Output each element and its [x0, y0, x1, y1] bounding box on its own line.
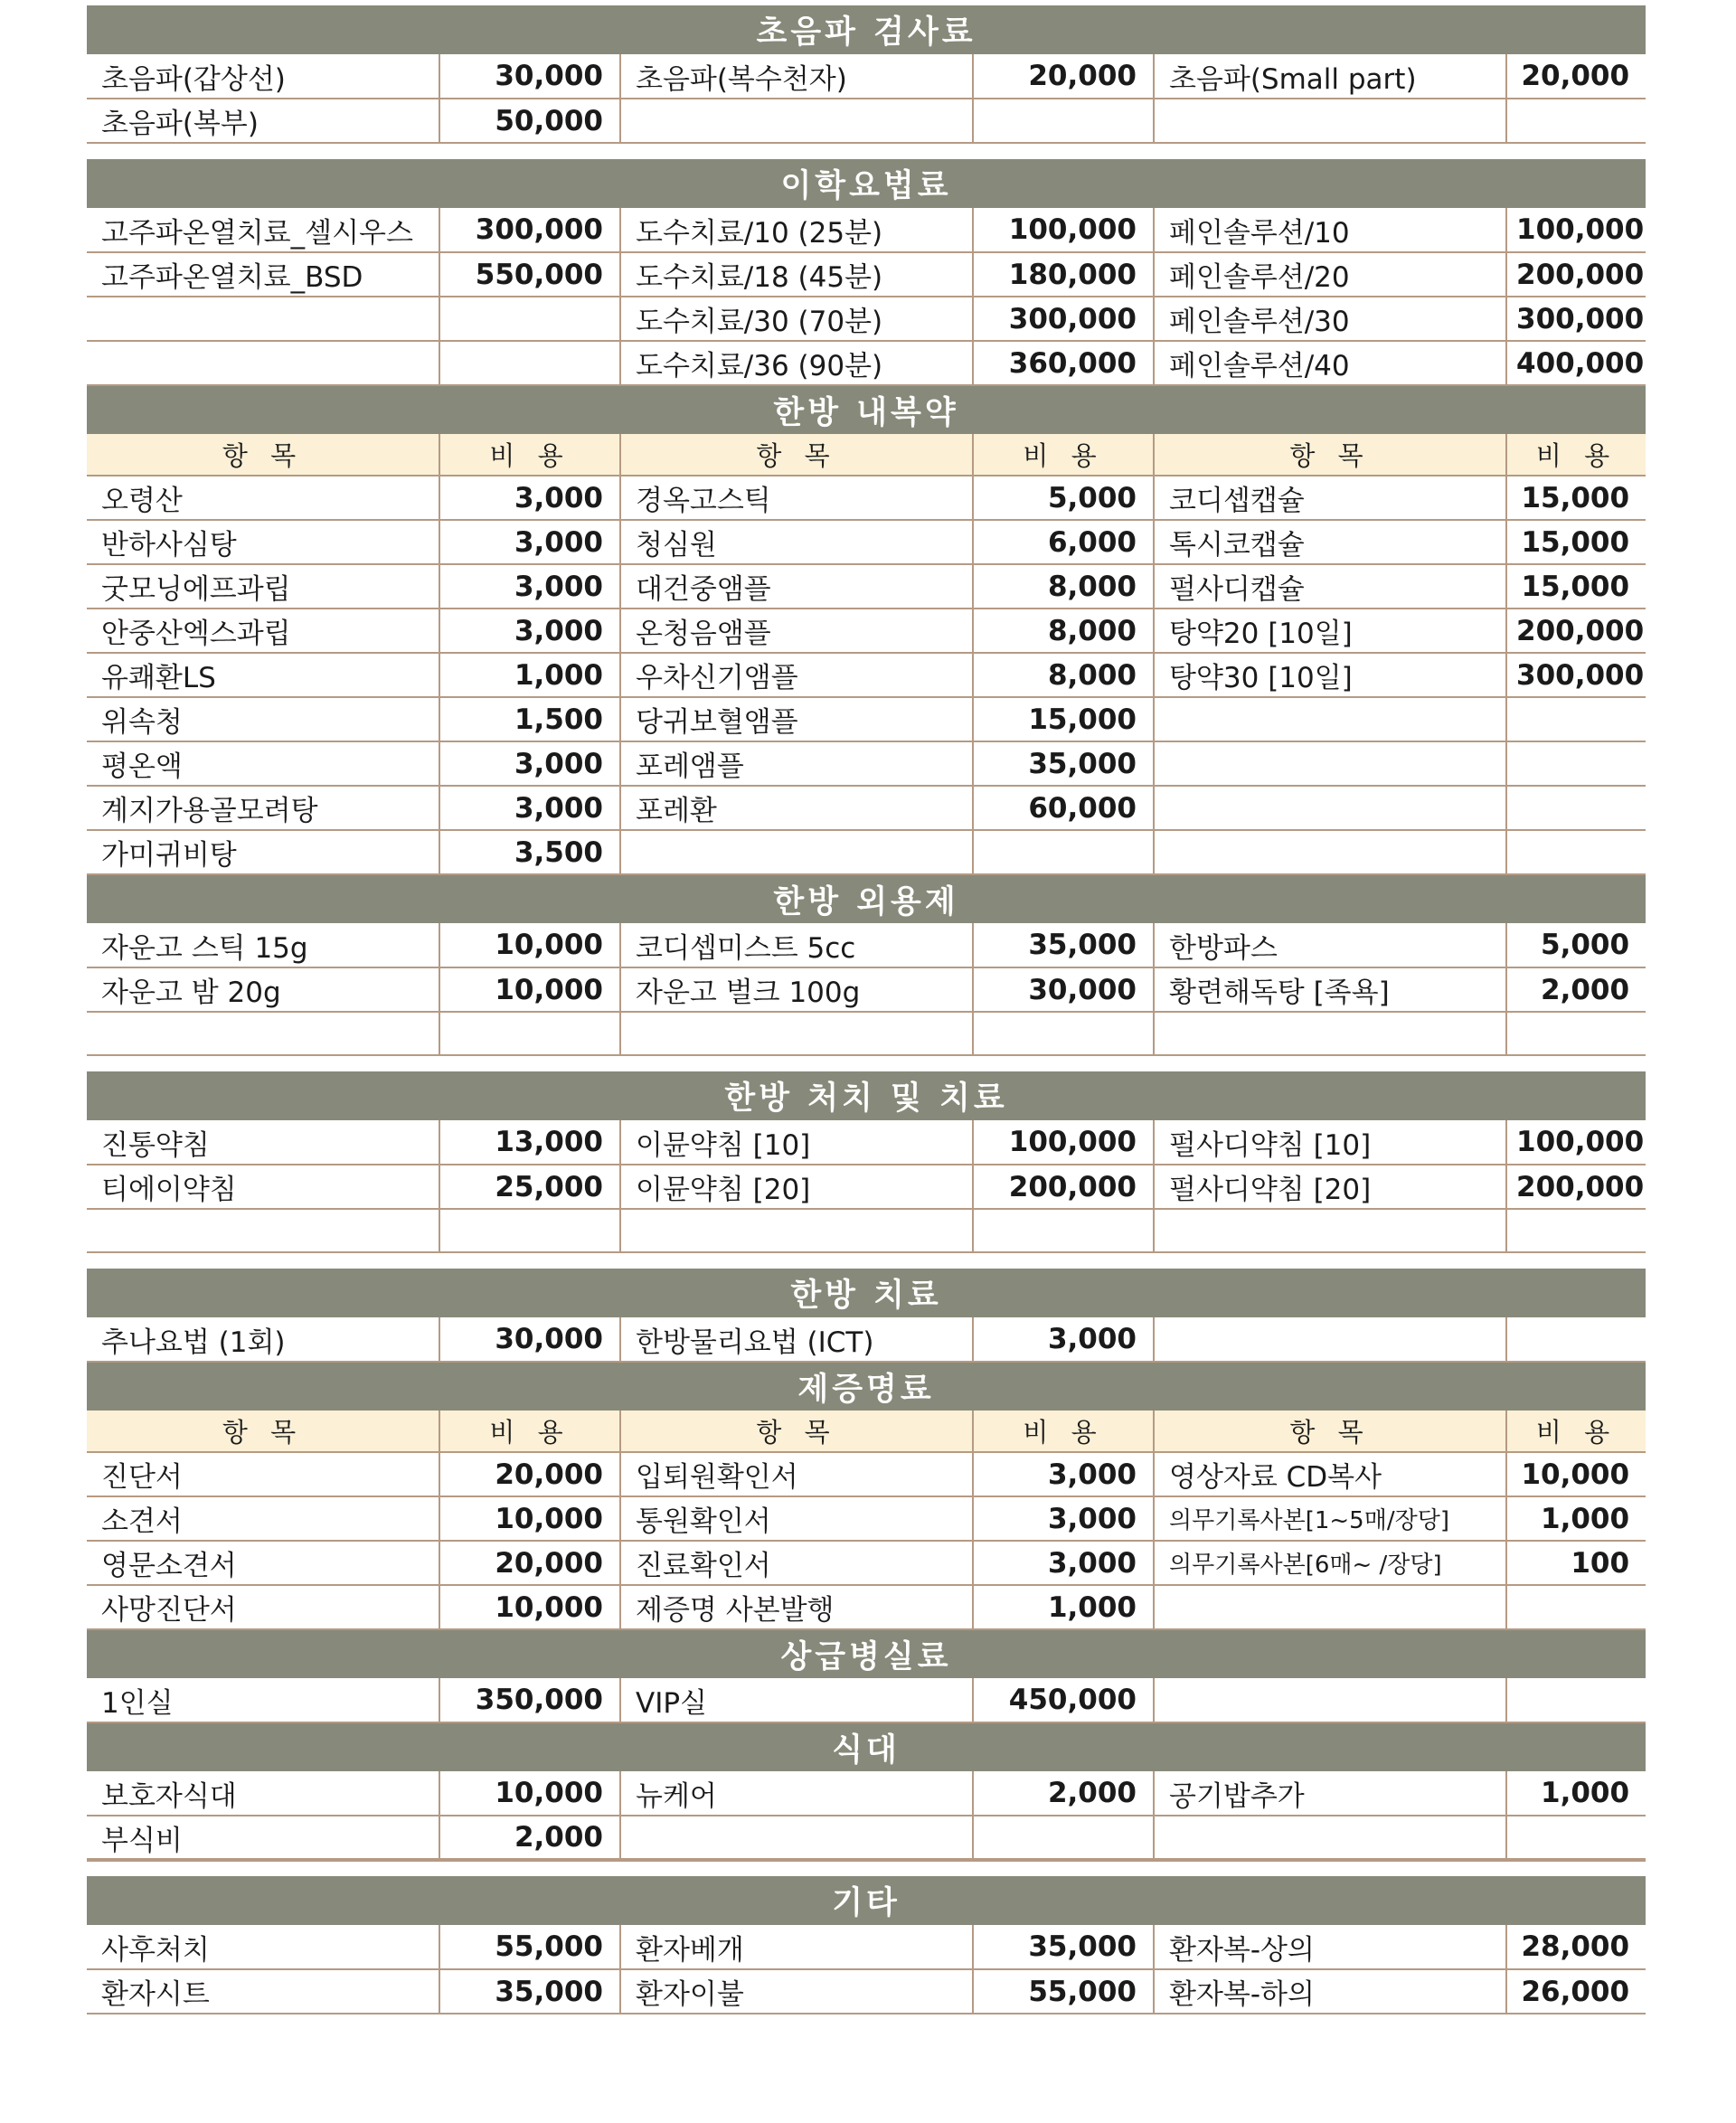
cost-cell: 350,000 [439, 1678, 620, 1722]
empty-row [87, 1209, 1646, 1252]
section-header [87, 874, 1646, 923]
item-cell: 환자복-하의 [1154, 1969, 1506, 2014]
section-title: 상급병실료 [87, 1629, 1646, 1678]
cost-cell [1506, 697, 1646, 741]
cost-cell [973, 99, 1154, 143]
item-cell: 반하사심탕 [87, 520, 439, 564]
table-row [87, 341, 1646, 385]
cost-cell: 15,000 [1506, 520, 1646, 564]
cost-cell: 3,000 [973, 1496, 1154, 1541]
item-cell [87, 297, 439, 341]
cost-column-header: 비 용 [439, 434, 620, 476]
cost-cell [1506, 1317, 1646, 1362]
item-cell: 탕약20 [10일] [1154, 609, 1506, 653]
cost-cell: 10,000 [439, 967, 620, 1012]
section-header [87, 1629, 1646, 1678]
item-cell: 초음파(복수천자) [620, 54, 973, 99]
cost-cell: 1,500 [439, 697, 620, 741]
cost-cell: 100,000 [1506, 208, 1646, 252]
cost-cell: 20,000 [973, 54, 1154, 99]
cost-cell: 360,000 [973, 341, 1154, 385]
section-header [87, 1876, 1646, 1925]
cost-cell: 10,000 [439, 923, 620, 967]
item-cell: 제증명 사본발행 [620, 1585, 973, 1629]
item-cell: 청심원 [620, 520, 973, 564]
item-cell [1154, 697, 1506, 741]
item-cell: 도수치료/18 (45분) [620, 252, 973, 297]
item-cell: 황련해독탕 [족욕] [1154, 967, 1506, 1012]
cost-cell: 2,000 [439, 1816, 620, 1860]
cost-cell: 15,000 [973, 697, 1154, 741]
table-row [87, 741, 1646, 786]
item-cell: 통원확인서 [620, 1496, 973, 1541]
item-cell: 온청음앰플 [620, 609, 973, 653]
cost-cell: 200,000 [1506, 252, 1646, 297]
cost-cell: 5,000 [1506, 923, 1646, 967]
item-cell: 한방파스 [1154, 923, 1506, 967]
table-row [87, 1771, 1646, 1816]
cost-cell: 55,000 [439, 1925, 620, 1969]
item-cell: 자운고 밤 20g [87, 967, 439, 1012]
cost-column-header: 비 용 [973, 1411, 1154, 1452]
item-cell [1154, 1678, 1506, 1722]
item-cell: 탕약30 [10일] [1154, 653, 1506, 697]
empty-row [87, 1012, 1646, 1055]
cost-cell: 20,000 [439, 1541, 620, 1585]
section-title: 한방 치료 [87, 1269, 1646, 1317]
cost-cell: 10,000 [439, 1496, 620, 1541]
item-cell [620, 830, 973, 874]
section-title: 제증명료 [87, 1362, 1646, 1411]
item-cell: 진단서 [87, 1452, 439, 1496]
item-cell: 톡시코캡슐 [1154, 520, 1506, 564]
cost-cell: 100,000 [973, 208, 1154, 252]
cost-cell: 3,000 [439, 520, 620, 564]
table-row [87, 564, 1646, 609]
section-spacer [87, 1860, 1646, 1876]
cost-cell: 3,500 [439, 830, 620, 874]
item-cell: 페인솔루션/10 [1154, 208, 1506, 252]
item-cell: 입퇴원확인서 [620, 1452, 973, 1496]
cost-cell: 3,000 [973, 1452, 1154, 1496]
item-cell: 환자시트 [87, 1969, 439, 2014]
cost-cell: 180,000 [973, 252, 1154, 297]
cost-cell [439, 341, 620, 385]
cost-cell [439, 297, 620, 341]
section-header [87, 1722, 1646, 1771]
item-cell: 코디셉미스트 5cc [620, 923, 973, 967]
cost-cell: 28,000 [1506, 1925, 1646, 1969]
cost-cell: 8,000 [973, 564, 1154, 609]
item-cell: 진료확인서 [620, 1541, 973, 1585]
section-title: 한방 처치 및 치료 [87, 1071, 1646, 1120]
cost-cell: 1,000 [1506, 1496, 1646, 1541]
item-cell: 페인솔루션/20 [1154, 252, 1506, 297]
item-cell: 보호자식대 [87, 1771, 439, 1816]
item-column-header: 항 목 [620, 434, 973, 476]
cost-cell: 300,000 [1506, 297, 1646, 341]
cost-cell: 100,000 [1506, 1120, 1646, 1165]
table-row [87, 697, 1646, 741]
item-cell: 사후처치 [87, 1925, 439, 1969]
table-row [87, 1925, 1646, 1969]
table-row [87, 1317, 1646, 1362]
item-cell: 공기밥추가 [1154, 1771, 1506, 1816]
item-cell: 계지가용골모려탕 [87, 786, 439, 830]
item-cell: 사망진단서 [87, 1585, 439, 1629]
cost-cell: 35,000 [973, 1925, 1154, 1969]
section-title: 한방 외용제 [87, 874, 1646, 923]
item-cell: 의무기록사본[1~5매/장당] [1154, 1496, 1506, 1541]
section-spacer [87, 143, 1646, 159]
item-column-header: 항 목 [87, 434, 439, 476]
cost-cell: 26,000 [1506, 1969, 1646, 2014]
cost-cell: 550,000 [439, 252, 620, 297]
item-cell: 이뮨약침 [20] [620, 1165, 973, 1209]
column-header-row [87, 1411, 1646, 1452]
table-row [87, 54, 1646, 99]
table-row [87, 830, 1646, 874]
item-cell: 위속청 [87, 697, 439, 741]
item-cell [1154, 786, 1506, 830]
item-cell [87, 341, 439, 385]
item-cell: 영문소견서 [87, 1541, 439, 1585]
item-cell: 도수치료/10 (25분) [620, 208, 973, 252]
item-column-header: 항 목 [620, 1411, 973, 1452]
cost-cell: 3,000 [439, 741, 620, 786]
section-header [87, 1362, 1646, 1411]
item-cell: 고주파온열치료_셀시우스 [87, 208, 439, 252]
table-row [87, 653, 1646, 697]
cost-cell: 35,000 [439, 1969, 620, 2014]
section-spacer [87, 1055, 1646, 1071]
item-cell: 가미귀비탕 [87, 830, 439, 874]
cost-cell: 300,000 [1506, 653, 1646, 697]
item-cell: 1인실 [87, 1678, 439, 1722]
item-cell: 티에이약침 [87, 1165, 439, 1209]
item-cell: 뉴케어 [620, 1771, 973, 1816]
item-cell: VIP실 [620, 1678, 973, 1722]
section-title: 식대 [87, 1722, 1646, 1771]
cost-cell: 5,000 [973, 476, 1154, 520]
item-cell: 자운고 스틱 15g [87, 923, 439, 967]
section-spacer [87, 1252, 1646, 1269]
cost-cell [973, 1816, 1154, 1860]
item-column-header: 항 목 [1154, 1411, 1506, 1452]
item-cell: 펄사디약침 [20] [1154, 1165, 1506, 1209]
cost-column-header: 비 용 [439, 1411, 620, 1452]
item-cell: 환자복-상의 [1154, 1925, 1506, 1969]
item-cell [1154, 1317, 1506, 1362]
item-cell [620, 1816, 973, 1860]
cost-cell: 8,000 [973, 609, 1154, 653]
cost-cell [1506, 99, 1646, 143]
cost-cell: 50,000 [439, 99, 620, 143]
table-row [87, 99, 1646, 143]
section-header [87, 1071, 1646, 1120]
table-row [87, 520, 1646, 564]
item-cell: 추나요법 (1회) [87, 1317, 439, 1362]
item-cell [1154, 1585, 1506, 1629]
item-cell [1154, 741, 1506, 786]
item-cell: 당귀보혈앰플 [620, 697, 973, 741]
cost-cell: 200,000 [973, 1165, 1154, 1209]
table-row [87, 1541, 1646, 1585]
cost-cell: 300,000 [439, 208, 620, 252]
item-cell: 의무기록사본[6매~ /장당] [1154, 1541, 1506, 1585]
item-cell: 유쾌환LS [87, 653, 439, 697]
column-header-row [87, 434, 1646, 476]
item-cell: 오령산 [87, 476, 439, 520]
item-cell: 우차신기앰플 [620, 653, 973, 697]
item-cell: 도수치료/36 (90분) [620, 341, 973, 385]
cost-cell [1506, 786, 1646, 830]
cost-cell: 30,000 [973, 967, 1154, 1012]
item-column-header: 항 목 [87, 1411, 439, 1452]
table-row [87, 1678, 1646, 1722]
section-header [87, 159, 1646, 208]
item-cell: 진통약침 [87, 1120, 439, 1165]
table-row [87, 1120, 1646, 1165]
cost-cell: 450,000 [973, 1678, 1154, 1722]
item-cell: 초음파(갑상선) [87, 54, 439, 99]
cost-cell: 3,000 [439, 786, 620, 830]
cost-cell: 15,000 [1506, 476, 1646, 520]
item-cell: 환자베개 [620, 1925, 973, 1969]
item-cell: 포레환 [620, 786, 973, 830]
item-cell: 영상자료 CD복사 [1154, 1452, 1506, 1496]
cost-cell: 30,000 [439, 1317, 620, 1362]
item-cell: 대건중앰플 [620, 564, 973, 609]
cost-cell: 30,000 [439, 54, 620, 99]
section-title: 이학요법료 [87, 159, 1646, 208]
item-cell: 굿모닝에프과립 [87, 564, 439, 609]
cost-cell: 35,000 [973, 741, 1154, 786]
item-cell: 포레앰플 [620, 741, 973, 786]
table-row [87, 476, 1646, 520]
table-row [87, 297, 1646, 341]
cost-cell: 35,000 [973, 923, 1154, 967]
cost-cell [1506, 1816, 1646, 1860]
cost-cell: 3,000 [439, 564, 620, 609]
section-title: 한방 내복약 [87, 385, 1646, 434]
item-cell: 페인솔루션/30 [1154, 297, 1506, 341]
item-cell: 안중산엑스과립 [87, 609, 439, 653]
cost-cell: 55,000 [973, 1969, 1154, 2014]
item-cell: 환자이불 [620, 1969, 973, 2014]
table-row [87, 252, 1646, 297]
cost-cell: 13,000 [439, 1120, 620, 1165]
cost-cell: 20,000 [439, 1452, 620, 1496]
cost-cell: 2,000 [1506, 967, 1646, 1012]
cost-cell: 10,000 [1506, 1452, 1646, 1496]
table-row [87, 609, 1646, 653]
item-cell: 페인솔루션/40 [1154, 341, 1506, 385]
item-cell: 평온액 [87, 741, 439, 786]
cost-cell: 10,000 [439, 1585, 620, 1629]
item-cell: 도수치료/30 (70분) [620, 297, 973, 341]
table-row [87, 1496, 1646, 1541]
item-cell [1154, 1816, 1506, 1860]
item-cell: 한방물리요법 (ICT) [620, 1317, 973, 1362]
item-cell: 초음파(Small part) [1154, 54, 1506, 99]
cost-cell: 3,000 [439, 609, 620, 653]
item-cell: 코디셉캡슐 [1154, 476, 1506, 520]
cost-cell: 200,000 [1506, 609, 1646, 653]
cost-cell [1506, 741, 1646, 786]
table-row [87, 967, 1646, 1012]
cost-column-header: 비 용 [1506, 1411, 1646, 1452]
cost-cell: 300,000 [973, 297, 1154, 341]
cost-column-header: 비 용 [973, 434, 1154, 476]
table-row [87, 208, 1646, 252]
cost-cell: 100,000 [973, 1120, 1154, 1165]
item-cell [1154, 99, 1506, 143]
cost-cell [1506, 1585, 1646, 1629]
cost-cell: 10,000 [439, 1771, 620, 1816]
cost-cell: 25,000 [439, 1165, 620, 1209]
cost-cell: 1,000 [439, 653, 620, 697]
cost-cell: 400,000 [1506, 341, 1646, 385]
item-cell [620, 99, 973, 143]
cost-cell: 60,000 [973, 786, 1154, 830]
table-row [87, 1452, 1646, 1496]
cost-cell: 1,000 [973, 1585, 1154, 1629]
cost-cell: 2,000 [973, 1771, 1154, 1816]
cost-cell: 3,000 [973, 1541, 1154, 1585]
item-column-header: 항 목 [1154, 434, 1506, 476]
item-cell: 부식비 [87, 1816, 439, 1860]
cost-cell: 6,000 [973, 520, 1154, 564]
item-cell: 소견서 [87, 1496, 439, 1541]
table-row [87, 1816, 1646, 1860]
table-row [87, 1969, 1646, 2014]
table-row [87, 1585, 1646, 1629]
table-row [87, 923, 1646, 967]
cost-cell: 3,000 [973, 1317, 1154, 1362]
cost-column-header: 비 용 [1506, 434, 1646, 476]
fee-table [87, 5, 1646, 2014]
cost-cell [973, 830, 1154, 874]
section-header [87, 385, 1646, 434]
cost-cell: 200,000 [1506, 1165, 1646, 1209]
item-cell: 초음파(복부) [87, 99, 439, 143]
table-row [87, 1165, 1646, 1209]
item-cell: 펄사디캡슐 [1154, 564, 1506, 609]
item-cell: 이뮨약침 [10] [620, 1120, 973, 1165]
cost-cell: 15,000 [1506, 564, 1646, 609]
item-cell: 펄사디약침 [10] [1154, 1120, 1506, 1165]
cost-cell [1506, 830, 1646, 874]
fee-schedule [87, 5, 1646, 2014]
item-cell: 고주파온열치료_BSD [87, 252, 439, 297]
cost-cell: 100 [1506, 1541, 1646, 1585]
cost-cell: 1,000 [1506, 1771, 1646, 1816]
section-header [87, 1269, 1646, 1317]
item-cell: 경옥고스틱 [620, 476, 973, 520]
section-title: 기타 [87, 1876, 1646, 1925]
item-cell [1154, 830, 1506, 874]
cost-cell: 20,000 [1506, 54, 1646, 99]
table-row [87, 786, 1646, 830]
section-header [87, 5, 1646, 54]
cost-cell: 3,000 [439, 476, 620, 520]
item-cell: 자운고 벌크 100g [620, 967, 973, 1012]
section-title: 초음파 검사료 [87, 5, 1646, 54]
cost-cell [1506, 1678, 1646, 1722]
cost-cell: 8,000 [973, 653, 1154, 697]
